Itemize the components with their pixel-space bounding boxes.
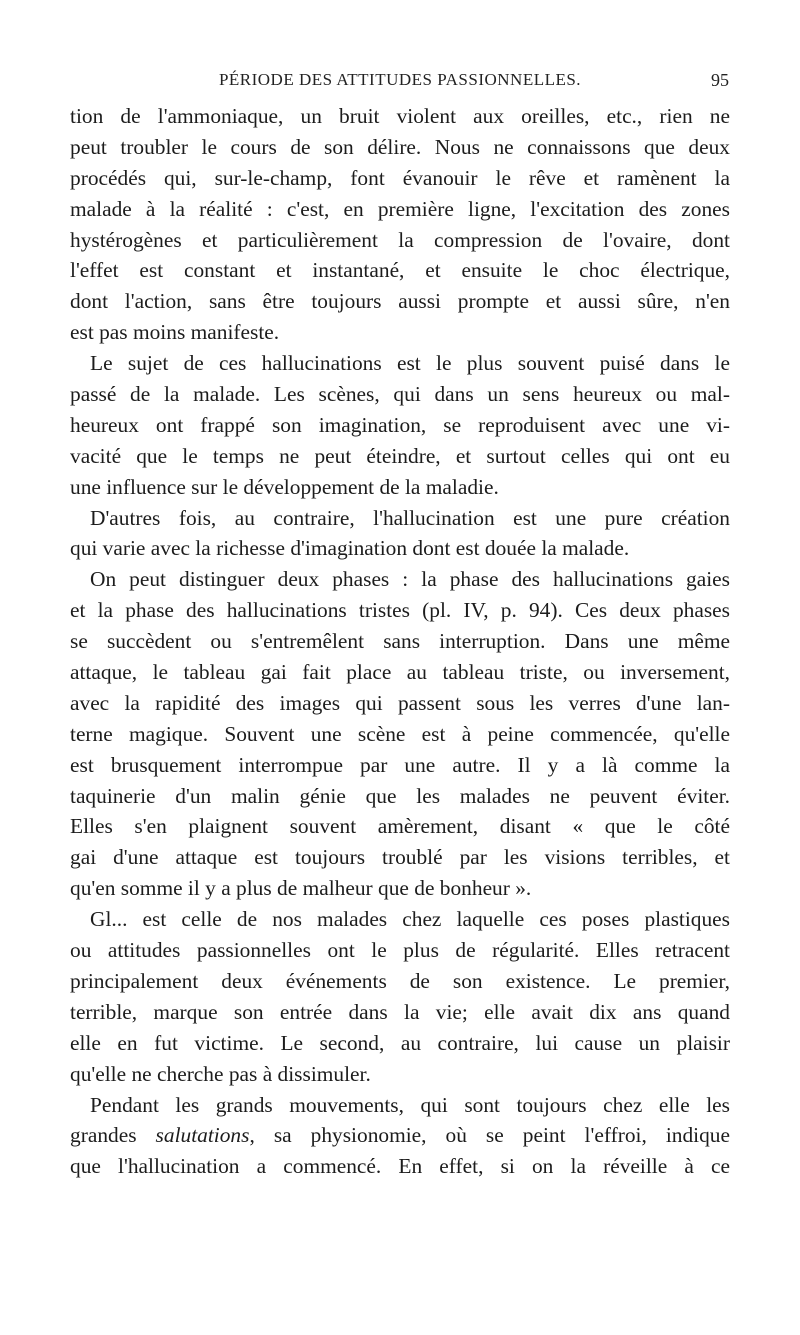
text-line: tion de l'ammoniaque, un bruit violent aux oreilles, etc., rien ne bbox=[70, 104, 730, 128]
italic-term: salutations bbox=[155, 1123, 250, 1148]
text-line: passé de la malade. Les scènes, qui dans un sens heureux ou mal- bbox=[70, 382, 730, 407]
text-line: vacité que le temps ne peut éteindre, et surtout celles qui ont eu bbox=[70, 443, 730, 468]
text-line: On peut distinguer deux phases : la phase des hallucinations gaies bbox=[90, 567, 730, 592]
text-line: Gl... est celle de nos malades chez laquelle ces poses plastiques bbox=[90, 907, 730, 932]
body-text bbox=[70, 101, 730, 1182]
text-line bbox=[70, 1120, 730, 1151]
text-line: D'autres fois, au contraire, l'hallucination est une pure création bbox=[90, 505, 730, 530]
text-line: principalement deux événements de son existence. Le premier, bbox=[70, 968, 730, 993]
text-line: procédés qui, sur-le-champ, font évanouir le rêve et ramènent la bbox=[70, 165, 730, 190]
text-line: qu'en somme il y a plus de malheur que de bonheur ». bbox=[70, 876, 532, 901]
text-line: qui varie avec la richesse d'imagination dont est douée la malade. bbox=[70, 536, 630, 561]
text-line: attaque, le tableau gai fait place au tableau triste, ou inversement, bbox=[70, 660, 730, 685]
text-line: taquinerie d'un malin génie que les malades ne peuvent éviter. bbox=[70, 783, 730, 808]
page-header bbox=[0, 68, 800, 92]
text-line: qu'elle ne cherche pas à dissimuler. bbox=[70, 1061, 371, 1086]
text-line: se succèdent ou s'entremêlent sans interruption. Dans une même bbox=[70, 629, 730, 654]
text-line: gai d'une attaque est toujours troublé par les visions terribles, et bbox=[70, 845, 730, 870]
text-line: dont l'action, sans être toujours aussi prompte et aussi sûre, n'en bbox=[70, 289, 730, 314]
text-line: terrible, marque son entrée dans la vie; elle avait dix ans quand bbox=[70, 999, 730, 1024]
text-line: que l'hallucination a commencé. En effet, si on la réveille à ce bbox=[70, 1154, 730, 1179]
text-line: peut troubler le cours de son délire. Nous ne connaissons que deux bbox=[70, 134, 730, 159]
text-fragment: grandes bbox=[70, 1123, 156, 1148]
text-line: Pendant les grands mouvements, qui sont toujours chez elle les bbox=[90, 1092, 730, 1117]
running-title: PÉRIODE DES ATTITUDES PASSIONNELLES. bbox=[218, 70, 582, 89]
text-fragment: , sa physionomie, où se peint l'effroi, indique bbox=[249, 1123, 730, 1148]
text-line: avec la rapidité des images qui passent sous les verres d'une lan- bbox=[70, 690, 730, 715]
text-line: malade à la réalité : c'est, en première ligne, l'excitation des zones bbox=[70, 196, 730, 221]
page-number: 95 bbox=[711, 70, 729, 90]
text-line: est pas moins manifeste. bbox=[70, 320, 280, 345]
text-line: hystérogènes et particulièrement la compression de l'ovaire, dont bbox=[70, 227, 730, 252]
text-line: Elles s'en plaignent souvent amèrement, disant « que le côté bbox=[70, 814, 730, 839]
text-line: l'effet est constant et instantané, et ensuite le choc électrique, bbox=[70, 258, 730, 283]
text-line: une influence sur le développement de la maladie. bbox=[70, 474, 499, 499]
text-line: terne magique. Souvent une scène est à peine commencée, qu'elle bbox=[70, 721, 730, 746]
text-line: elle en fut victime. Le second, au contraire, lui cause un plaisir bbox=[70, 1030, 730, 1055]
text-line: Le sujet de ces hallucinations est le plus souvent puisé dans le bbox=[90, 351, 730, 376]
text-line: heureux ont frappé son imagination, se reproduisent avec une vi- bbox=[70, 412, 730, 437]
text-line: est brusquement interrompue par une autre. Il y a là comme la bbox=[70, 752, 730, 777]
text-line: ou attitudes passionnelles ont le plus de régularité. Elles retracent bbox=[70, 938, 730, 963]
text-line: et la phase des hallucinations tristes (pl. IV, p. 94). Ces deux phases bbox=[70, 598, 730, 623]
